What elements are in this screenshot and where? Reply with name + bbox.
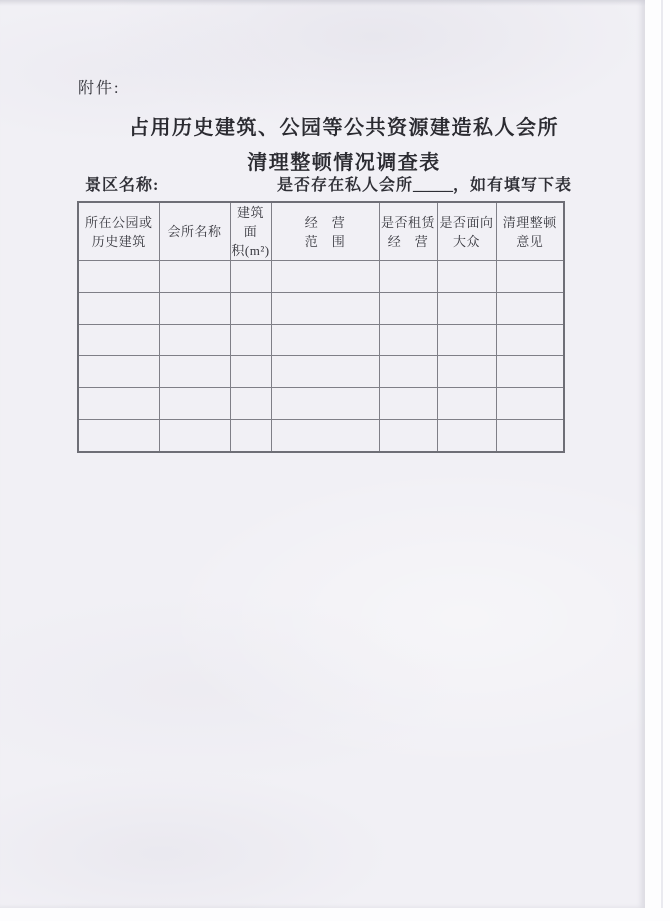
table-cell-empty: [496, 419, 564, 451]
table-cell-empty: [271, 419, 379, 451]
table-cell-empty: [78, 324, 159, 356]
header-leased-operation: [379, 202, 437, 261]
table-cell-empty: [379, 356, 437, 388]
header-line: 经 营: [304, 214, 346, 230]
survey-table: [77, 201, 565, 453]
table-header-row: [78, 202, 564, 261]
table-row: [78, 356, 564, 388]
header-open-to-public: [437, 202, 496, 261]
table-cell-empty: [437, 292, 496, 324]
club-question-blank: _____: [412, 177, 453, 194]
header-line: 是否面向: [439, 214, 494, 230]
table-cell-empty: [496, 388, 564, 420]
meta-row: [85, 172, 572, 195]
table-row: [78, 292, 564, 324]
table-cell-empty: [437, 324, 496, 356]
header-line: 经 营: [387, 233, 429, 249]
table-row: [78, 419, 564, 451]
header-building-area: [230, 202, 271, 261]
document-title-line2: 清理整顿情况调查表: [247, 152, 441, 174]
table-cell-empty: [271, 292, 379, 324]
table-cell-empty: [496, 356, 564, 388]
table-cell-empty: [78, 292, 159, 324]
table-cell-empty: [159, 261, 230, 293]
table-cell-empty: [379, 292, 437, 324]
table-cell-empty: [437, 356, 496, 388]
table-row: [78, 324, 564, 356]
header-line: 建筑面: [236, 205, 264, 239]
table-cell-empty: [271, 388, 379, 420]
table-cell-empty: [271, 261, 379, 293]
table-cell-empty: [159, 324, 230, 356]
table-body: [78, 261, 564, 452]
club-question: [277, 172, 572, 195]
table-cell-empty: [271, 356, 379, 388]
header-line: 积(m²): [231, 243, 270, 258]
table-cell-empty: [496, 261, 564, 293]
table-cell-empty: [496, 292, 564, 324]
paper-edge-line: [661, 0, 663, 908]
table-cell-empty: [437, 419, 496, 451]
table-cell-empty: [379, 419, 437, 451]
table-cell-empty: [271, 324, 379, 356]
header-business-scope: [271, 202, 379, 261]
table-cell-empty: [159, 388, 230, 420]
club-question-suffix: ，如有填写下表: [452, 177, 572, 194]
table-cell-empty: [230, 388, 271, 420]
header-park-or-historic-building: [78, 202, 159, 261]
table-cell-empty: [230, 261, 271, 293]
attachment-label: 附件:: [78, 80, 121, 97]
header-line: 会所名称: [167, 224, 222, 239]
table-cell-empty: [78, 388, 159, 420]
table-cell-empty: [230, 419, 271, 451]
header-line: 大众: [452, 233, 480, 249]
table-cell-empty: [437, 388, 496, 420]
header-line: 清理整顿: [502, 214, 557, 230]
table-cell-empty: [230, 356, 271, 388]
header-line: 是否租赁: [380, 214, 435, 230]
table-cell-empty: [379, 324, 437, 356]
table-cell-empty: [78, 261, 159, 293]
table-cell-empty: [379, 388, 437, 420]
header-club-name: [159, 202, 230, 261]
header-line: 历史建筑: [91, 233, 146, 249]
scenic-area-label: 景区名称:: [85, 177, 160, 194]
table-cell-empty: [496, 324, 564, 356]
table-cell-empty: [159, 419, 230, 451]
document-title-line1: 占用历史建筑、公园等公共资源建造私人会所: [129, 117, 559, 139]
header-rectification-opinion: [496, 202, 564, 261]
table-cell-empty: [159, 292, 230, 324]
table-cell-empty: [230, 324, 271, 356]
header-line: 范 围: [304, 233, 346, 249]
table-cell-empty: [379, 261, 437, 293]
table-cell-empty: [159, 356, 230, 388]
table-row: [78, 261, 564, 293]
club-question-prefix: 是否存在私人会所: [276, 177, 413, 194]
table-cell-empty: [437, 261, 496, 293]
header-line: 意见: [516, 233, 544, 249]
header-line: 所在公园或: [84, 214, 153, 230]
table-cell-empty: [230, 292, 271, 324]
table-row: [78, 388, 564, 420]
table-cell-empty: [78, 356, 159, 388]
table-cell-empty: [78, 419, 159, 451]
